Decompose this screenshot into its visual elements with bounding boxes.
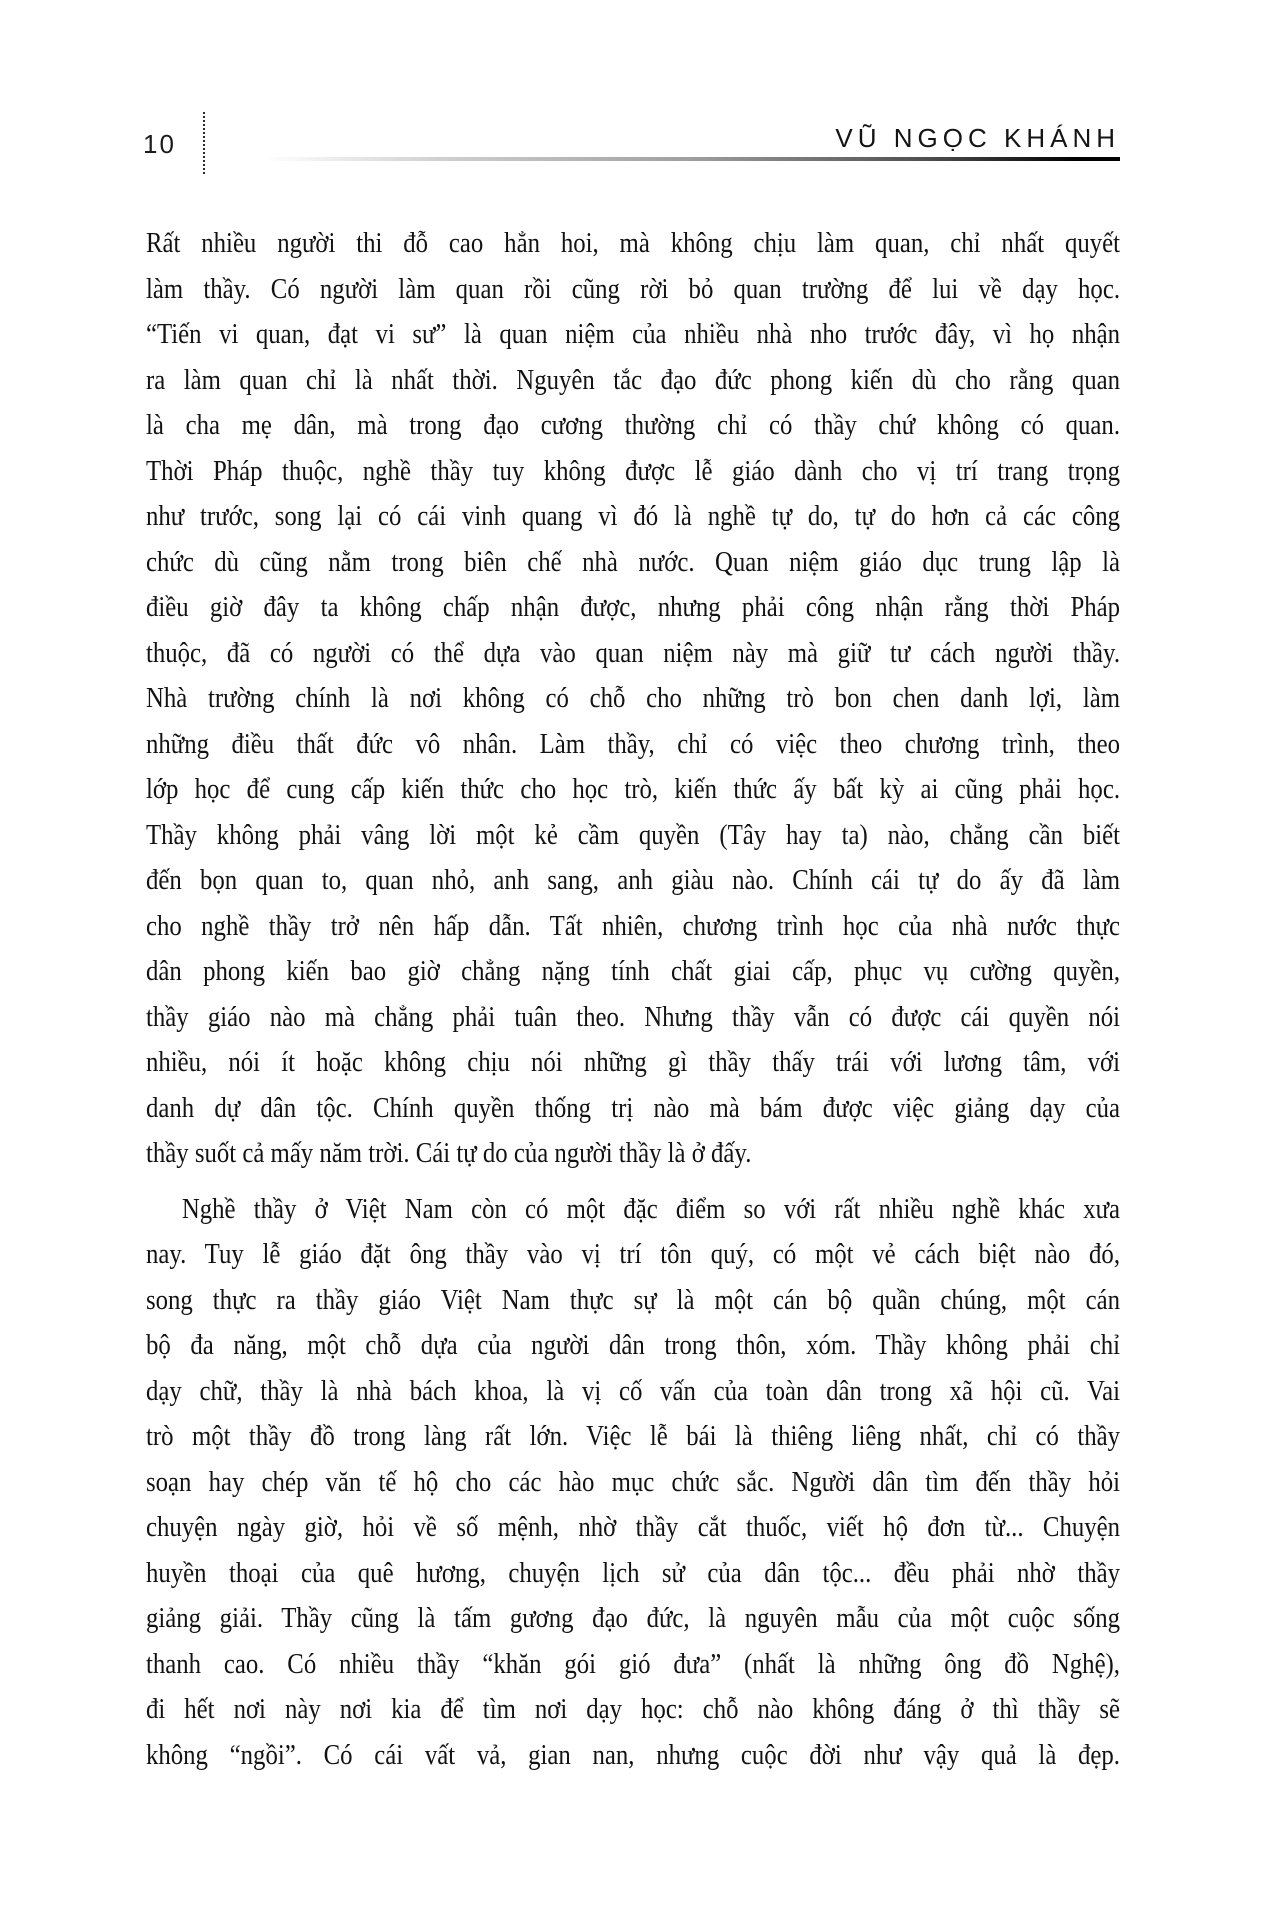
text-line: Nhà trường chính là nơi không có chỗ cho những trò bon chen danh lợi, làm [146, 682, 1121, 714]
text-line: giảng giải. Thầy cũng là tấm gương đạo đức, là nguyên mẫu của một cuộc sống [146, 1602, 1121, 1634]
text-line: điều giờ đây ta không chấp nhận được, nhưng phải công nhận rằng thời Pháp [146, 591, 1121, 623]
text-line: thuộc, đã có người có thể dựa vào quan niệm này mà giữ tư cách người thầy. [146, 636, 1121, 669]
text-line: như trước, song lại có cái vinh quang vì đó là nghề tự do, tự do hơn cả các công [146, 500, 1121, 532]
text-line: chuyện ngày giờ, hỏi về số mệnh, nhờ thầy cắt thuốc, viết hộ đơn từ... Chuyện [146, 1511, 1121, 1543]
text-line: chức dù cũng nằm trong biên chế nhà nước. Quan niệm giáo dục trung lập là [146, 545, 1121, 578]
text-line: cho nghề thầy trở nên hấp dẫn. Tất nhiên, chương trình học của nhà nước thực [146, 909, 1121, 942]
text-line: song thực ra thầy giáo Việt Nam thực sự là một cán bộ quần chúng, một cán [146, 1283, 1121, 1316]
text-line: thầy suốt cả mấy năm trời. Cái tự do của người thầy là ở đấy. [146, 1137, 752, 1169]
text-line: Thời Pháp thuộc, nghề thầy tuy không được lễ giáo dành cho vị trí trang trọng [146, 454, 1121, 487]
text-line: Rất nhiều người thi đỗ cao hẳn hoi, mà không chịu làm quan, chỉ nhất quyết [146, 227, 1121, 259]
text-line: danh dự dân tộc. Chính quyền thống trị nào mà bám được việc giảng dạy của [146, 1091, 1121, 1124]
text-line: “Tiến vi quan, đạt vi sư” là quan niệm của nhiều nhà nho trước đây, vì họ nhận [146, 318, 1121, 350]
text-line: trò một thầy đồ trong làng rất lớn. Việc lễ bái là thiêng liêng nhất, chỉ có thầy [146, 1420, 1121, 1452]
text-line: làm thầy. Có người làm quan rồi cũng rời bỏ quan trường để lui về dạy học. [146, 272, 1121, 305]
header-rule [264, 157, 1120, 161]
paragraph [146, 1187, 1120, 1779]
text-line: thầy giáo nào mà chẳng phải tuân theo. Nhưng thầy vẫn có được cái quyền nói [146, 1000, 1121, 1033]
text-line: đi hết nơi này nơi kia để tìm nơi dạy học: chỗ nào không đáng ở thì thầy sẽ [146, 1693, 1121, 1725]
text-line: không “ngồi”. Có cái vất vả, gian nan, nhưng cuộc đời như vậy quả là đẹp. [146, 1738, 1121, 1771]
text-line: thanh cao. Có nhiều thầy “khăn gói gió đưa” (nhất là những ông đồ Nghệ), [146, 1647, 1121, 1680]
text-line: những điều thất đức vô nhân. Làm thầy, chỉ có việc theo chương trình, theo [146, 727, 1121, 760]
text-line: dạy chữ, thầy là nhà bách khoa, là vị cố vấn của toàn dân trong xã hội cũ. Vai [146, 1374, 1121, 1407]
page-number: 10 [143, 129, 176, 159]
paragraph [146, 221, 1120, 1177]
text-line: lớp học để cung cấp kiến thức cho học trò, kiến thức ấy bất kỳ ai cũng phải học. [146, 773, 1121, 805]
text-line: huyền thoại của quê hương, chuyện lịch sử của dân tộc... đều phải nhờ thầy [146, 1556, 1121, 1589]
text-line: nhiều, nói ít hoặc không chịu nói những gì thầy thấy trái với lương tâm, với [146, 1046, 1121, 1078]
text-line: Thầy không phải vâng lời một kẻ cầm quyền (Tây hay ta) nào, chẳng cần biết [146, 818, 1121, 851]
text-line: là cha mẹ dân, mà trong đạo cương thường chỉ có thầy chứ không có quan. [146, 409, 1121, 441]
text-line: đến bọn quan to, quan nhỏ, anh sang, anh giàu nào. Chính cái tự do ấy đã làm [146, 864, 1121, 896]
text-line: nay. Tuy lễ giáo đặt ông thầy vào vị trí tôn quý, có một vẻ cách biệt nào đó, [146, 1238, 1121, 1270]
dotted-vertical-rule [203, 112, 205, 174]
text-line: Nghề thầy ở Việt Nam còn có một đặc điểm so với rất nhiều nghề khác xưa [181, 1192, 1121, 1225]
text-line: bộ đa năng, một chỗ dựa của người dân trong thôn, xóm. Thầy không phải chỉ [146, 1329, 1121, 1361]
text-line: ra làm quan chỉ là nhất thời. Nguyên tắc đạo đức phong kiến dù cho rằng quan [146, 363, 1121, 396]
running-header-author: VŨ NGỌC KHÁNH [835, 123, 1120, 153]
text-line: soạn hay chép văn tế hộ cho các hào mục chức sắc. Người dân tìm đến thầy hỏi [146, 1465, 1121, 1498]
page-body [146, 221, 1120, 1778]
text-line: dân phong kiến bao giờ chẳng nặng tính chất giai cấp, phục vụ cường quyền, [146, 955, 1121, 987]
